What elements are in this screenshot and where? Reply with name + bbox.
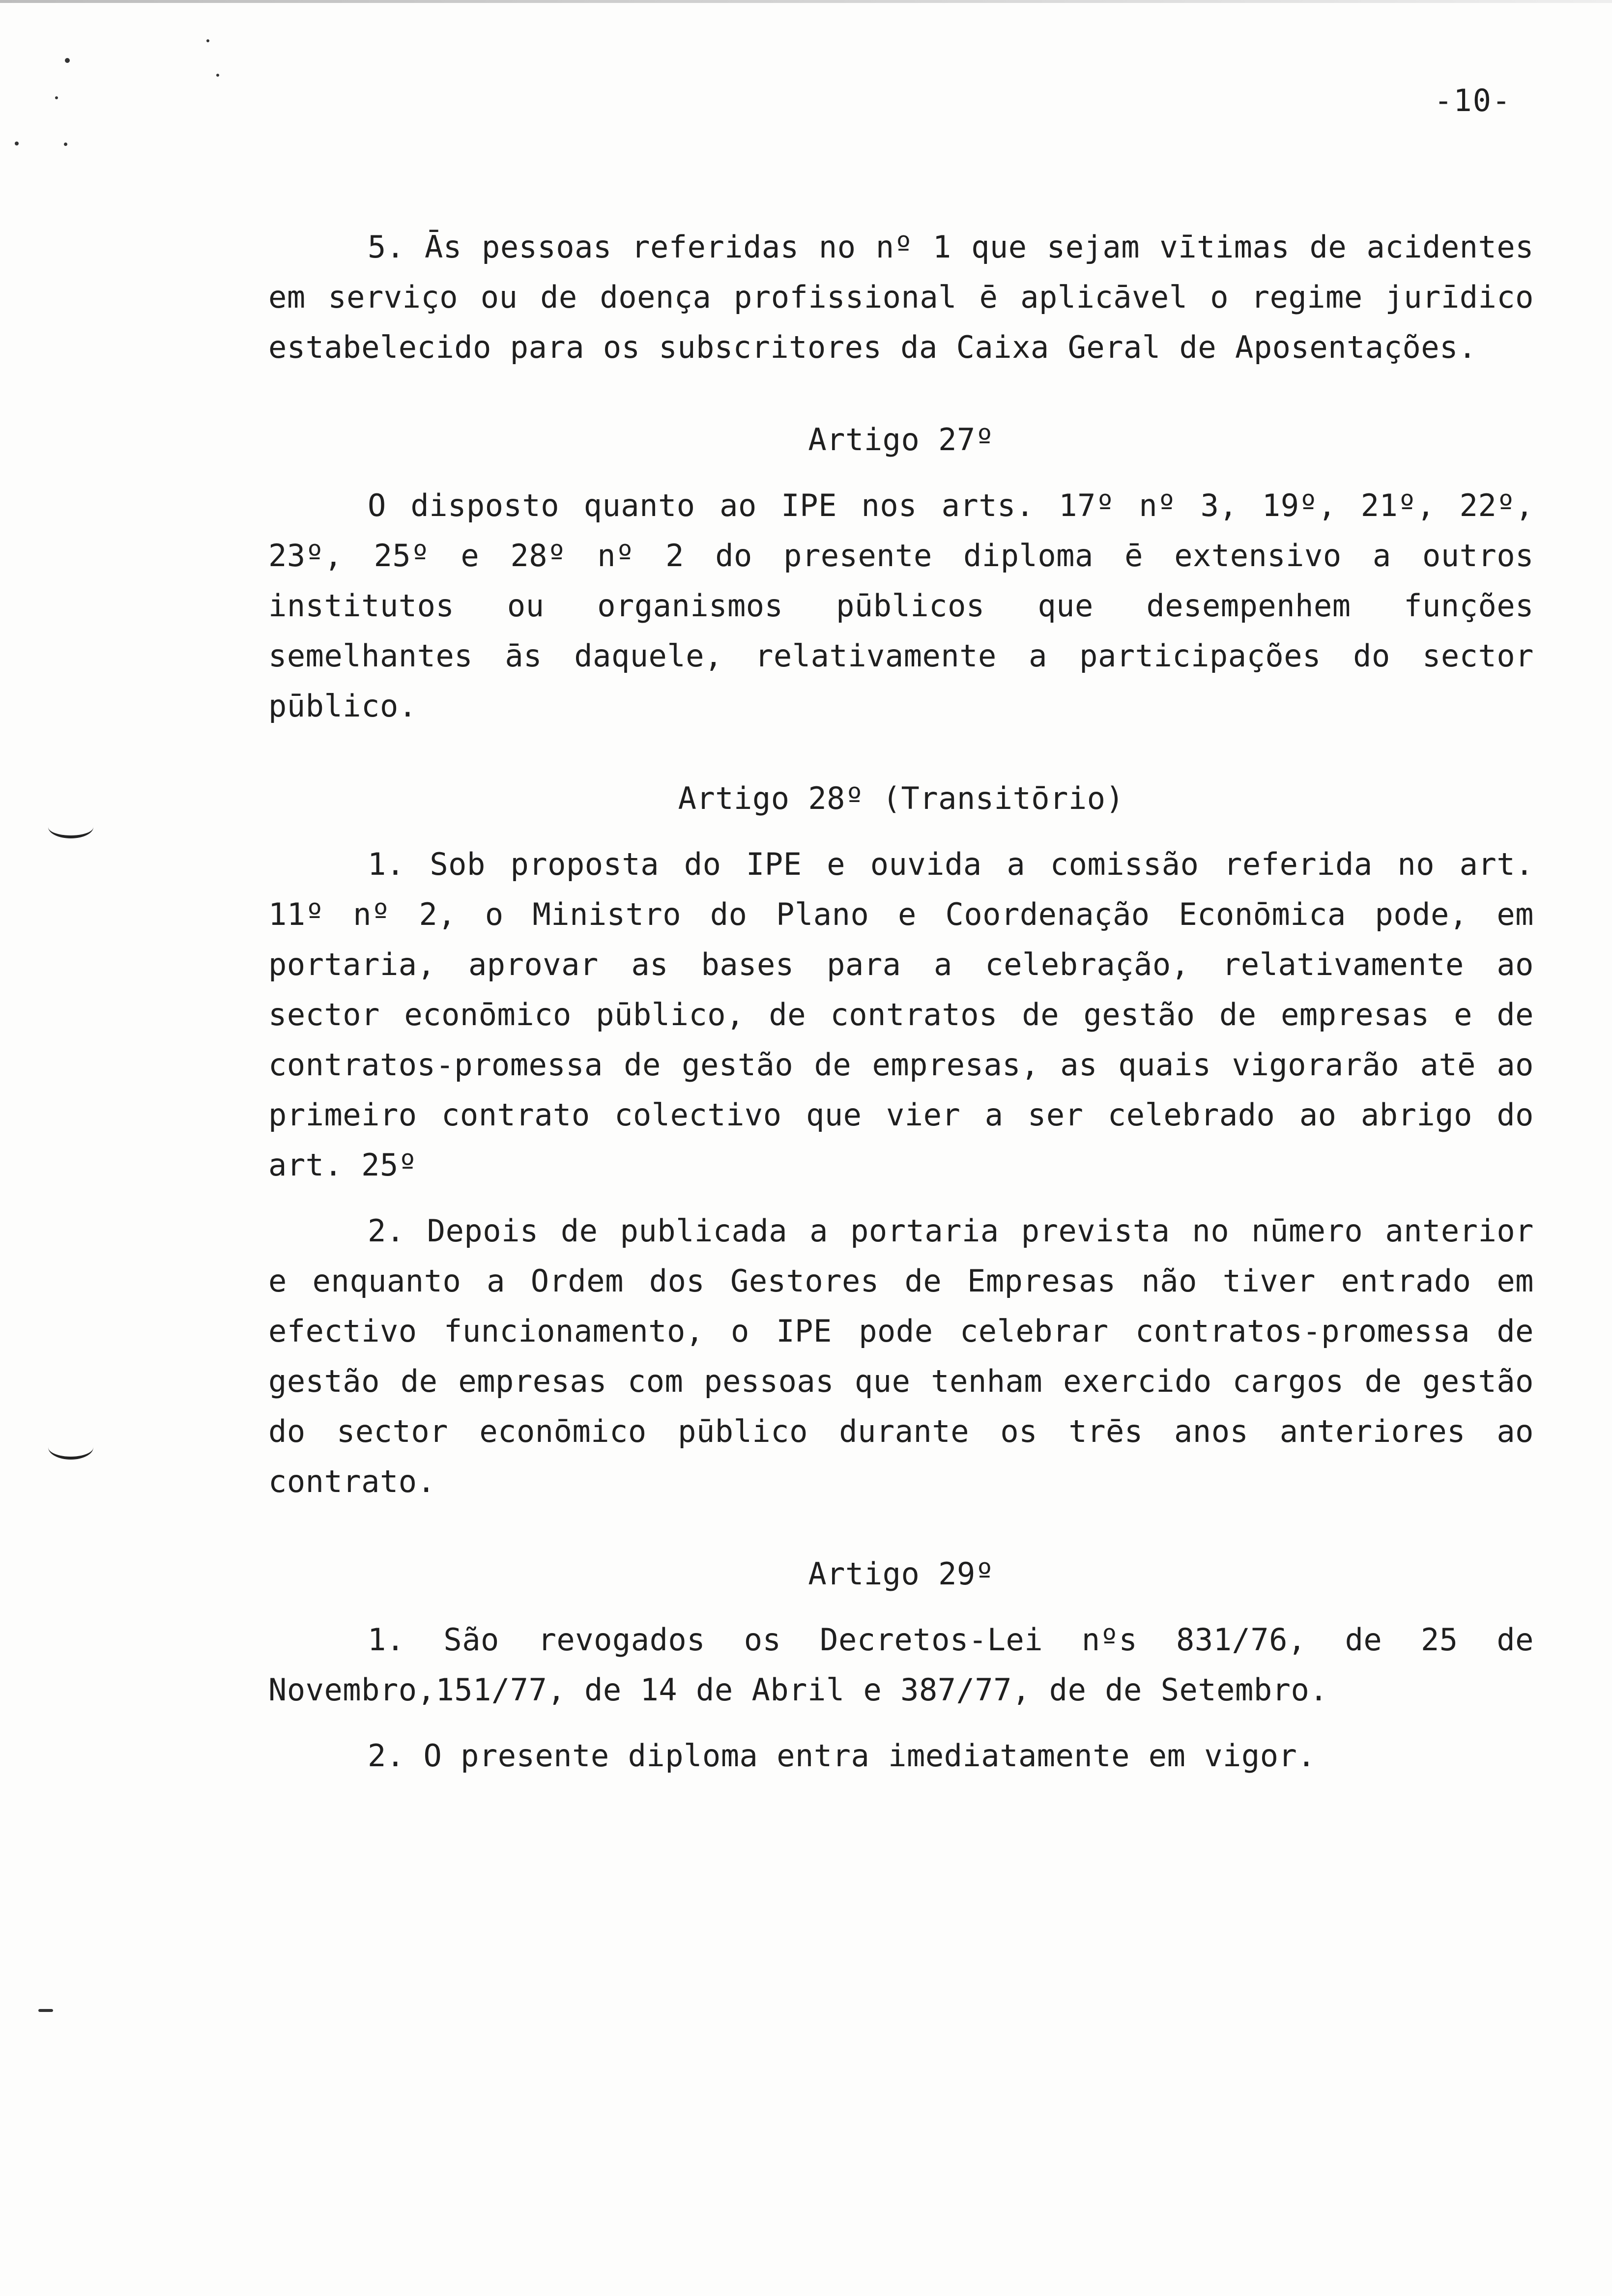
punch-hole-mark xyxy=(48,1435,93,1460)
scan-speck xyxy=(64,143,67,146)
scan-speck xyxy=(38,2009,53,2012)
scan-speck xyxy=(55,96,58,99)
paragraph-art28-1: 1. Sob proposta do IPE e ouvida a comissão referida no art. 11º nº 2, o Ministro do Plano e Coordenação Econōmica pode, em portaria, aprovar as bases para a celebração, relativamente ao sector econōmico pūblico, de contratos de gestão de empresas e de contratos-promessa de gestão de empresas, as quais vigorarão atē ao primeiro contrato colectivo que vier a ser celebrado ao abrigo do art. 25º xyxy=(268,846,1534,1183)
page-number: -10- xyxy=(1434,83,1512,118)
punch-hole-mark xyxy=(48,816,93,838)
heading-artigo-29: Artigo 29º xyxy=(808,1556,994,1592)
heading-artigo-28: Artigo 28º (Transitōrio) xyxy=(678,780,1124,816)
paragraph-art29-2: 2. O presente diploma entra imediatamente em vigor. xyxy=(368,1738,1316,1774)
scan-top-edge xyxy=(0,0,1612,3)
paragraph-art27: O disposto quanto ao IPE nos arts. 17º nº 3, 19º, 21º, 22º, 23º, 25º e 28º nº 2 do presente diploma ē extensivo a outros institutos ou organismos pūblicos que desempenhem funções semelhantes ās daquele, relativamente a participações do sector pūblico. xyxy=(268,488,1534,724)
scan-speck xyxy=(65,58,70,63)
document-body xyxy=(268,222,1534,1781)
scan-speck xyxy=(206,39,209,42)
heading-artigo-27: Artigo 27º xyxy=(808,422,994,458)
paragraph-art29-1: 1. São revogados os Decretos-Lei nºs 831/76, de 25 de Novembro,151/77, de 14 de Abril e 387/77, de de Setembro. xyxy=(268,1622,1534,1708)
scan-speck xyxy=(15,142,19,145)
paragraph-art28-2: 2. Depois de publicada a portaria prevista no nūmero anterior e enquanto a Ordem dos Gestores de Empresas não tiver entrado em efectivo funcionamento, o IPE pode celebrar contratos-promessa de gestão de empresas com pessoas que tenham exercido cargos de gestão do sector econōmico pūblico durante os trēs anos anteriores ao contrato. xyxy=(268,1213,1534,1499)
paragraph-art26-5: 5. Ās pessoas referidas no nº 1 que sejam vītimas de acidentes em serviço ou de doença profissional ē aplicāvel o regime jurīdico estabelecido para os subscritores da Caixa Geral de Aposentações. xyxy=(268,229,1534,365)
scan-speck xyxy=(216,74,219,77)
